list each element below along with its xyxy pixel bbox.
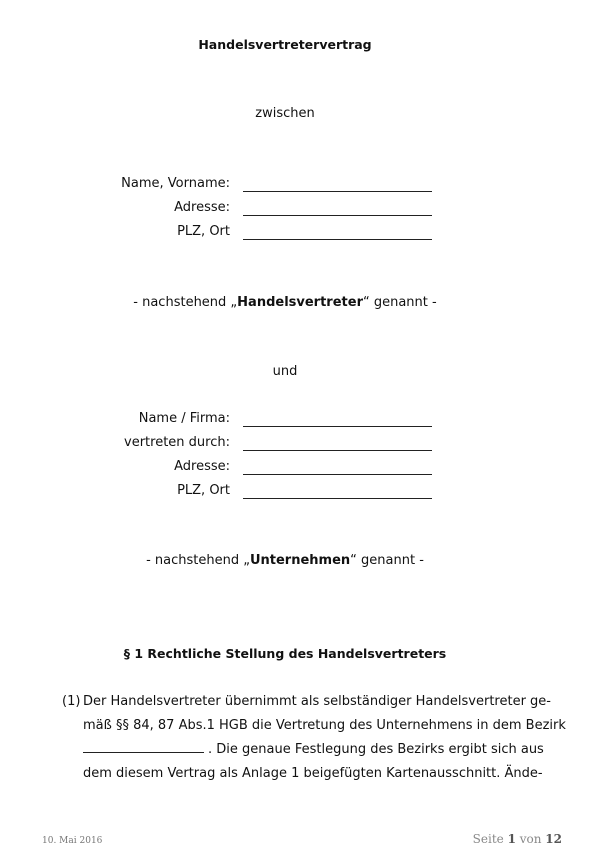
and-text: und <box>272 364 298 379</box>
field-row <box>0 176 600 194</box>
designation-bold: Unternehmen <box>249 553 351 568</box>
footer-date: 10. Mai 2016 <box>42 836 103 846</box>
field-line <box>243 239 432 240</box>
paragraph-line: mäß §§ 84, 87 Abs.1 HGB die Vertretung des Unternehmens in dem Bezirk <box>83 718 566 733</box>
footer-page-number <box>473 832 562 846</box>
field-row <box>0 435 600 453</box>
field-label-name: Name, Vorname: <box>121 176 230 191</box>
designation-company <box>0 553 570 568</box>
document-title: Handelsvertretervertrag <box>198 37 372 52</box>
field-row <box>0 483 600 501</box>
designation-prefix: - nachstehend „ <box>146 553 250 568</box>
field-line <box>243 215 432 216</box>
paragraph-line: Der Handelsvertreter übernimmt als selbständiger Handelsvertreter ge- <box>83 694 551 709</box>
page-current: 1 <box>507 832 516 846</box>
field-line <box>243 474 432 475</box>
field-line <box>243 498 432 499</box>
field-label-address: Adresse: <box>174 200 230 215</box>
field-row <box>0 459 600 477</box>
section-paragraph <box>62 690 566 786</box>
field-line <box>243 191 432 192</box>
district-blank-line <box>83 740 204 753</box>
between-text: zwischen <box>255 106 315 121</box>
field-label-company: Name / Firma: <box>138 411 230 426</box>
field-label-address: Adresse: <box>174 459 230 474</box>
designation-agent <box>0 295 570 310</box>
field-line <box>243 426 432 427</box>
designation-bold: Handelsvertreter <box>237 295 363 310</box>
field-label-zip-city: PLZ, Ort <box>177 483 230 498</box>
field-row <box>0 200 600 218</box>
page-total: 12 <box>545 832 562 846</box>
page-middle: von <box>515 832 546 846</box>
field-row <box>0 224 600 242</box>
page-prefix: Seite <box>472 832 508 846</box>
field-line <box>243 450 432 451</box>
paragraph-line: dem diesem Vertrag als Anlage 1 beigefügten Kartenausschnitt. Ände- <box>83 766 543 781</box>
paragraph-number: (1) <box>62 694 81 709</box>
designation-prefix: - nachstehend „ <box>133 295 238 310</box>
paragraph-line-text: . Die genaue Festlegung des Bezirks ergibt sich aus <box>208 742 544 757</box>
designation-suffix: “ genannt - <box>350 553 424 568</box>
field-row <box>0 411 600 429</box>
field-label-represented-by: vertreten durch: <box>124 435 230 450</box>
paragraph-line-with-blank <box>83 738 544 762</box>
section-heading: § 1 Rechtliche Stellung des Handelsvertreters <box>123 646 447 661</box>
designation-suffix: “ genannt - <box>362 295 437 310</box>
field-label-zip-city: PLZ, Ort <box>177 224 230 239</box>
